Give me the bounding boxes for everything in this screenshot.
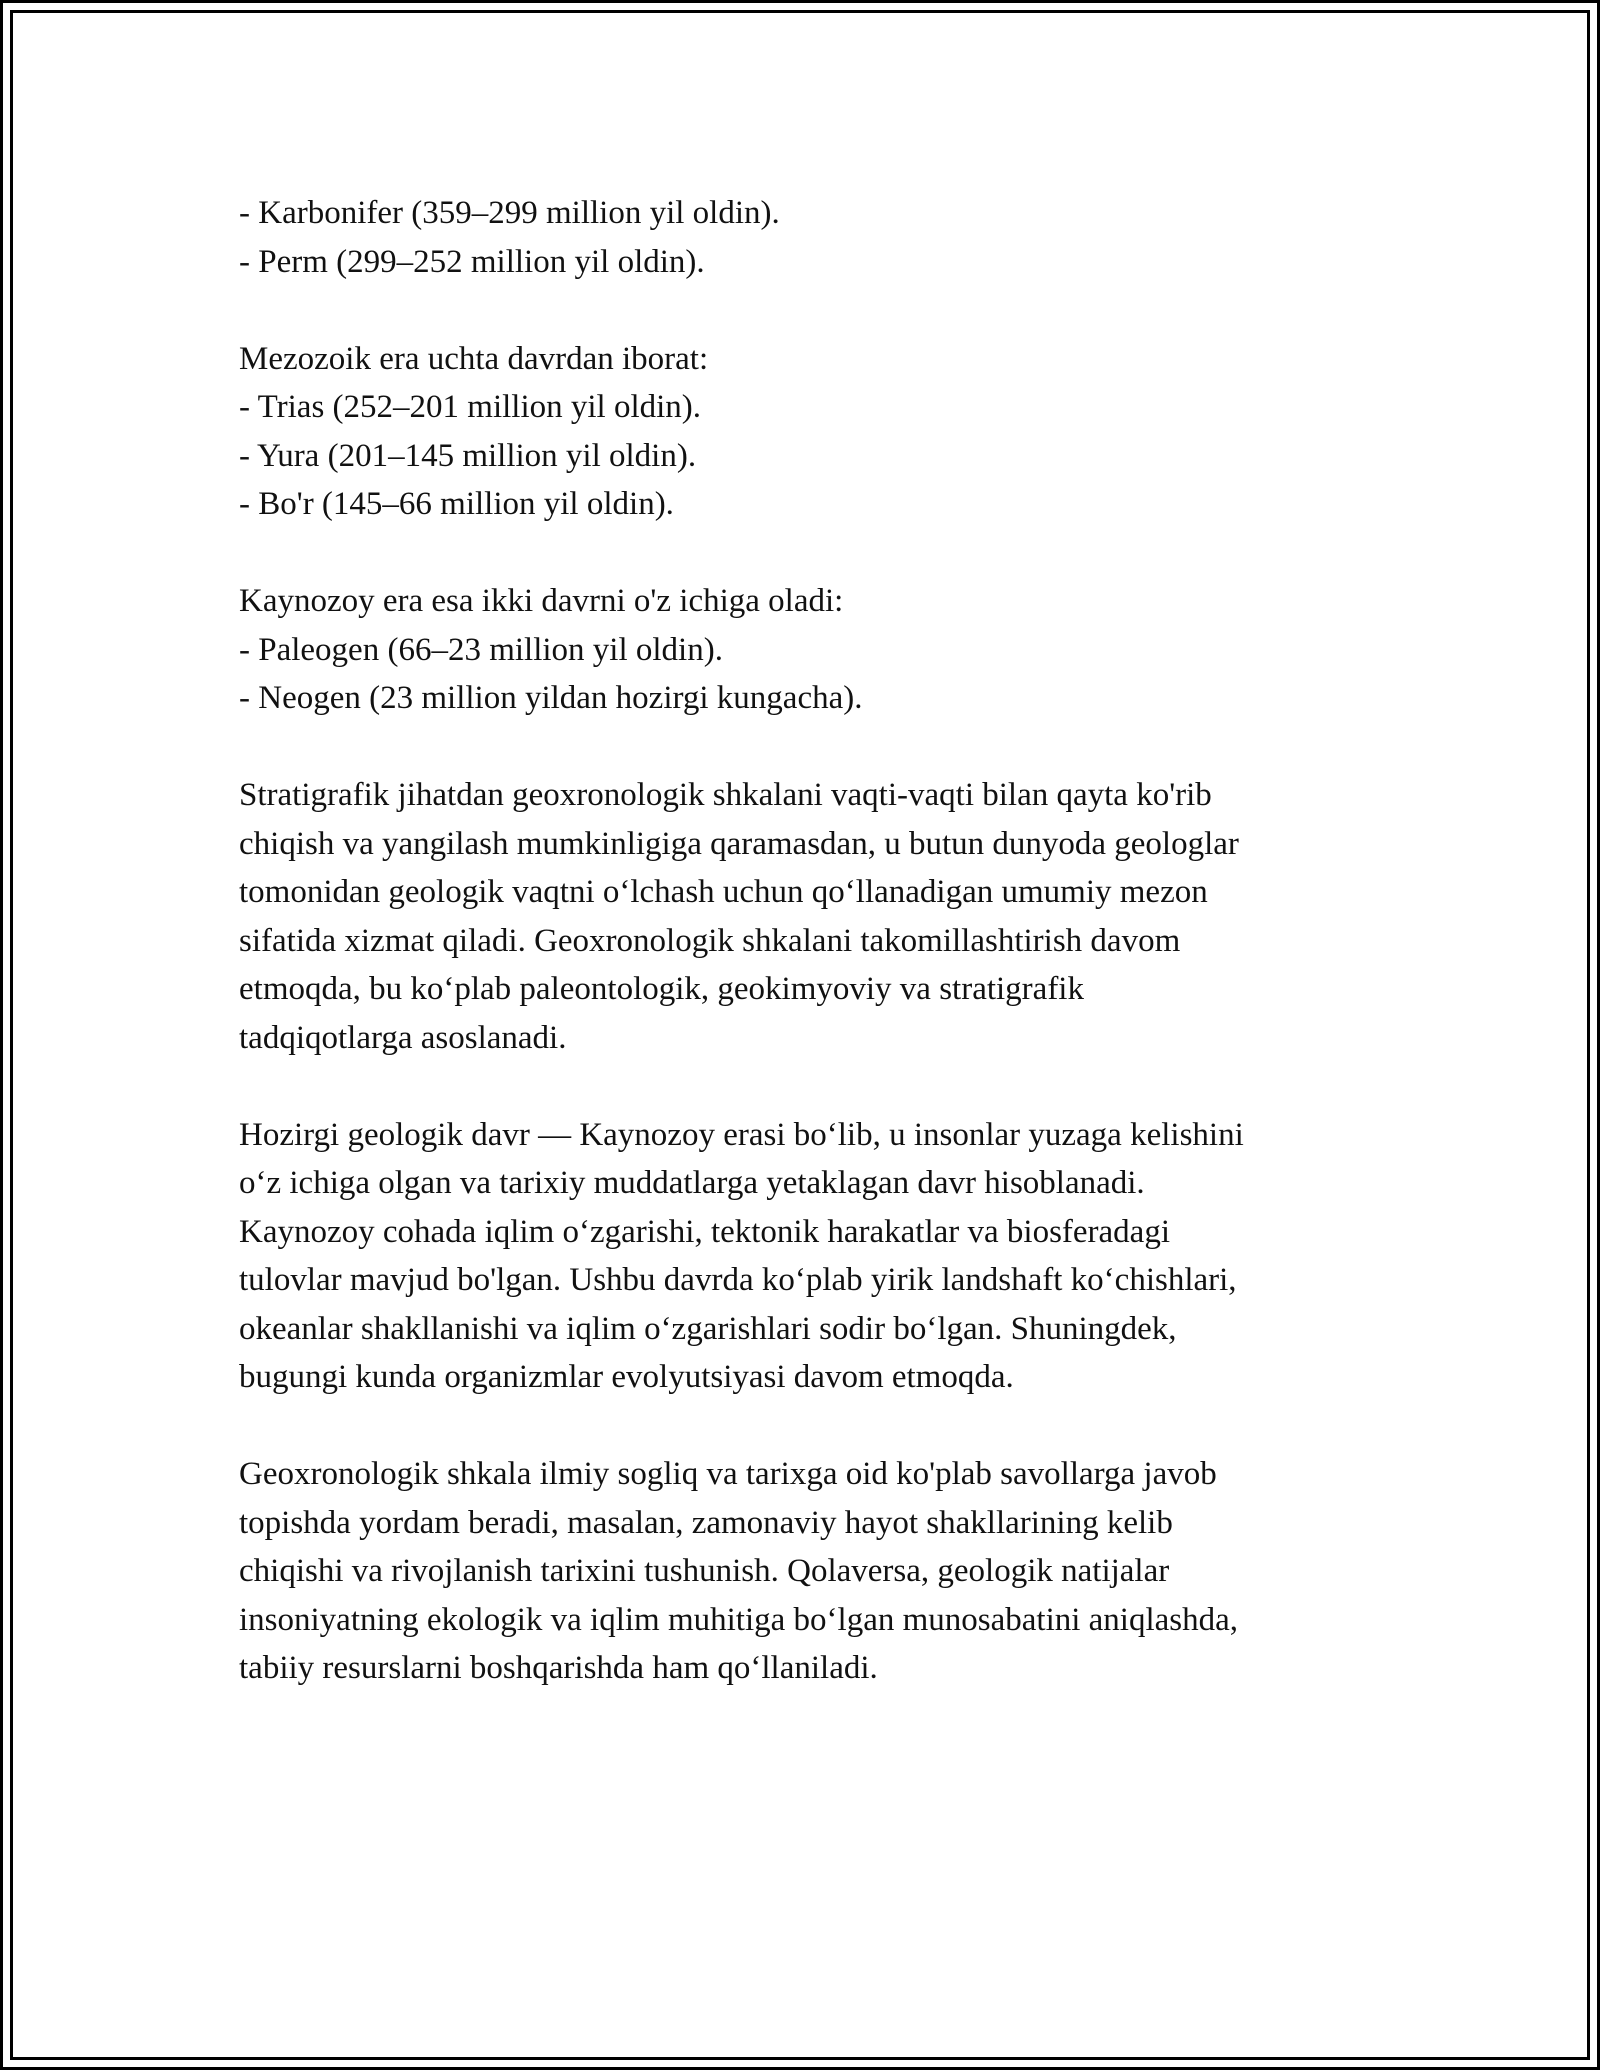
paragraph-gap <box>239 723 1419 772</box>
paragraph-line: bugungi kunda organizmlar evolyutsiyasi davom etmoqda. <box>239 1359 1014 1395</box>
list-item: - Neogen (23 million yildan hozirgi kungacha). <box>239 680 863 716</box>
cenozoic-section <box>239 577 1419 723</box>
paleozoic-list-tail <box>239 189 1419 286</box>
mesozoic-section <box>239 335 1419 529</box>
paragraph-line: chiqish va yangilash mumkinligiga qaramasdan, u butun dunyoda geologlar <box>239 825 1239 862</box>
paragraph-current-era <box>239 1111 1419 1402</box>
list-item: - Bo'r (145–66 million yil oldin). <box>239 486 674 522</box>
list-item: - Karbonifer (359–299 million yil oldin). <box>239 195 780 231</box>
paragraph-line: topishda yordam beradi, masalan, zamonaviy hayot shakllarining kelib <box>239 1504 1173 1541</box>
mesozoic-intro: Mezozoik era uchta davrdan iborat: <box>239 340 709 377</box>
list-item: - Perm (299–252 million yil oldin). <box>239 243 705 280</box>
list-item: - Paleogen (66–23 million yil oldin). <box>239 631 723 668</box>
paragraph-line: Geoxronologik shkala ilmiy sogliq va tarixga oid ko'plab savollarga javob <box>239 1456 1217 1492</box>
paragraph-line: okeanlar shakllanishi va iqlim o‘zgarishlari sodir bo‘lgan. Shuningdek, <box>239 1310 1177 1347</box>
paragraph-line: o‘z ichiga olgan va tarixiy muddatlarga yetaklagan davr hisoblanadi. <box>239 1165 1145 1201</box>
paragraph-gap <box>239 1062 1419 1111</box>
paragraph-line: chiqishi va rivojlanish tarixini tushunish. Qolaversa, geologik natijalar <box>239 1553 1170 1589</box>
paragraph-stratigraphy <box>239 771 1419 1062</box>
paragraph-line: etmoqda, bu ko‘plab paleontologik, geokimyoviy va stratigrafik <box>239 971 1084 1007</box>
paragraph-gap <box>239 1402 1419 1451</box>
paragraph-gap <box>239 286 1419 335</box>
list-item: - Trias (252–201 million yil oldin). <box>239 389 702 425</box>
paragraph-applications <box>239 1450 1419 1693</box>
paragraph-line: tabiiy resurslarni boshqarishda ham qo‘llaniladi. <box>239 1650 878 1686</box>
document-body <box>239 189 1419 1693</box>
paragraph-gap <box>239 529 1419 578</box>
paragraph-line: sifatida xizmat qiladi. Geoxronologik shkalani takomillashtirish davom <box>239 922 1181 959</box>
paragraph-line: tadqiqotlarga asoslanadi. <box>239 1019 567 1056</box>
paragraph-line: insoniyatning ekologik va iqlim muhitiga bo‘lgan munosabatini aniqlashda, <box>239 1601 1239 1638</box>
paragraph-line: Stratigrafik jihatdan geoxronologik shkalani vaqti-vaqti bilan qayta ko'rib <box>239 777 1212 813</box>
paragraph-line: tomonidan geologik vaqtni o‘lchash uchun qo‘llanadigan umumiy mezon <box>239 874 1208 910</box>
list-item: - Yura (201–145 million yil oldin). <box>239 437 697 474</box>
paragraph-line: tulovlar mavjud bo'lgan. Ushbu davrda ko‘plab yirik landshaft ko‘chishlari, <box>239 1262 1237 1298</box>
cenozoic-intro: Kaynozoy era esa ikki davrni o'z ichiga oladi: <box>239 583 844 619</box>
paragraph-line: Kaynozoy cohada iqlim o‘zgarishi, tektonik harakatlar va biosferadagi <box>239 1213 1170 1250</box>
paragraph-line: Hozirgi geologik davr — Kaynozoy erasi bo‘lib, u insonlar yuzaga kelishini <box>239 1116 1244 1153</box>
